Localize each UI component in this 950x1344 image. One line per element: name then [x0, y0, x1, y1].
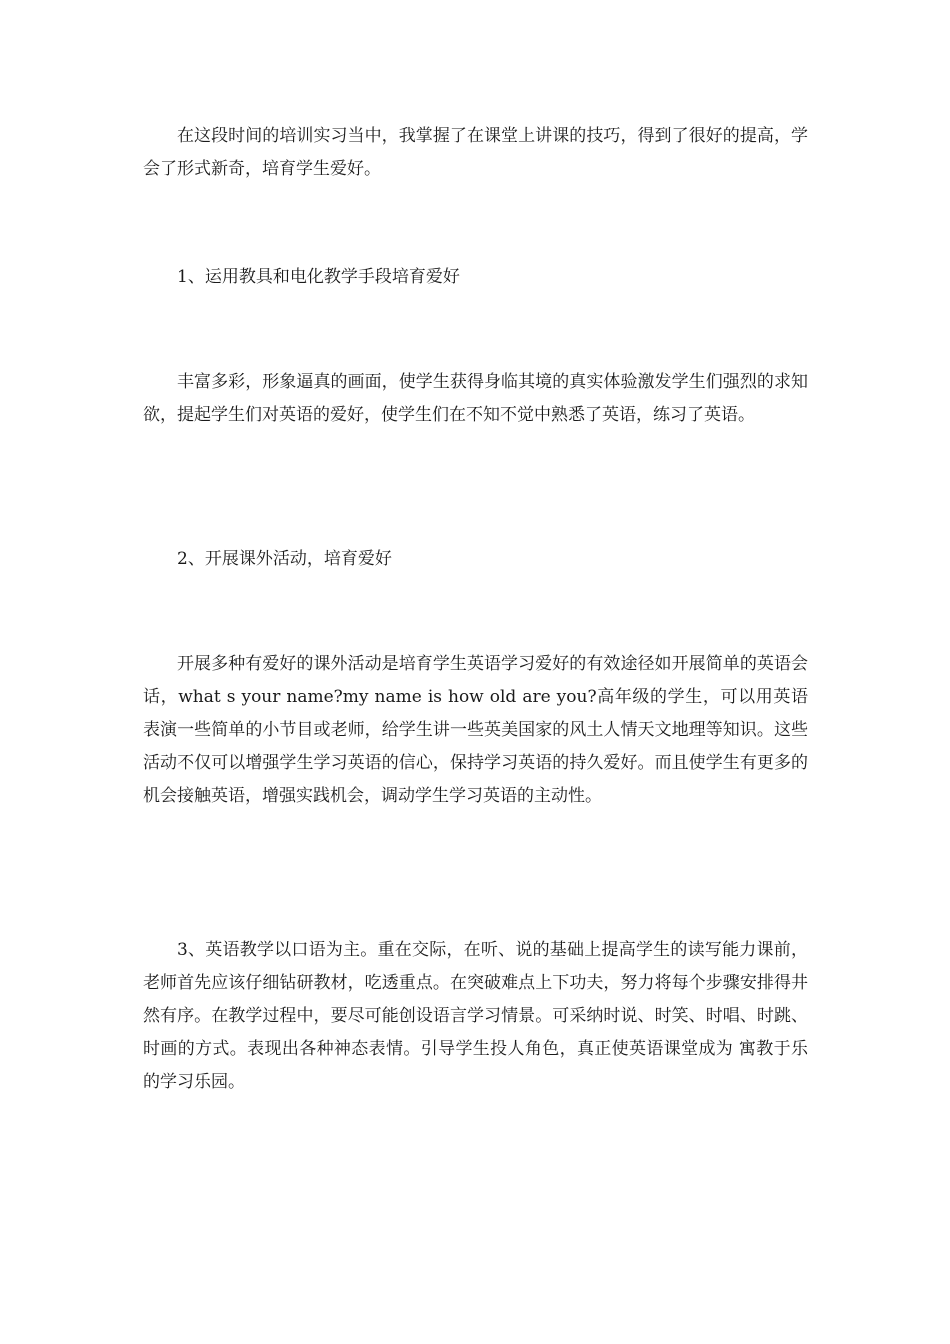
- paragraph-extracurricular-activities: 开展多种有爱好的课外活动是培育学生英语学习爱好的有效途径如开展简单的英语会话，what s your name?my name is how old are you?高年级的学生，可以用英语表演一些简单的小节目或老师，给学生讲一些英美国家的风土人情天文地理等知识。这些活动不仅可以增强学生学习英语的信心，保持学习英语的持久爱好。而且使学生有更多的机会接触英语，增强实践机会，调动学生学习英语的主动性。: [143, 654, 808, 806]
- heading-teaching-aids: 1、运用教具和电化教学手段培育爱好: [177, 267, 460, 287]
- paragraph-training-summary: 在这段时间的培训实习当中，我掌握了在课堂上讲课的技巧，得到了很好的提高，学会了形式新奇，培育学生爱好。: [143, 126, 808, 179]
- paragraph-oral-english: 3、英语教学以口语为主。重在交际，在听、说的基础上提高学生的读写能力课前，老师首先应该仔细钻研教材，吃透重点。在突破难点上下功夫，努力将每个步骤安排得井然有序。在教学过程中，要尽可能创设语言学习情景。可采纳时说、时笑、时唱、时跳、时画的方式。表现出各种神态表情。引导学生投人角色，真正使英语课堂成为 寓教于乐的学习乐园。: [143, 940, 808, 1092]
- paragraph-vivid-images: 丰富多彩，形象逼真的画面，使学生获得身临其境的真实体验激发学生们强烈的求知欲，提起学生们对英语的爱好，使学生们在不知不觉中熟悉了英语，练习了英语。: [143, 372, 808, 425]
- heading-extracurricular: 2、开展课外活动，培育爱好: [177, 549, 392, 569]
